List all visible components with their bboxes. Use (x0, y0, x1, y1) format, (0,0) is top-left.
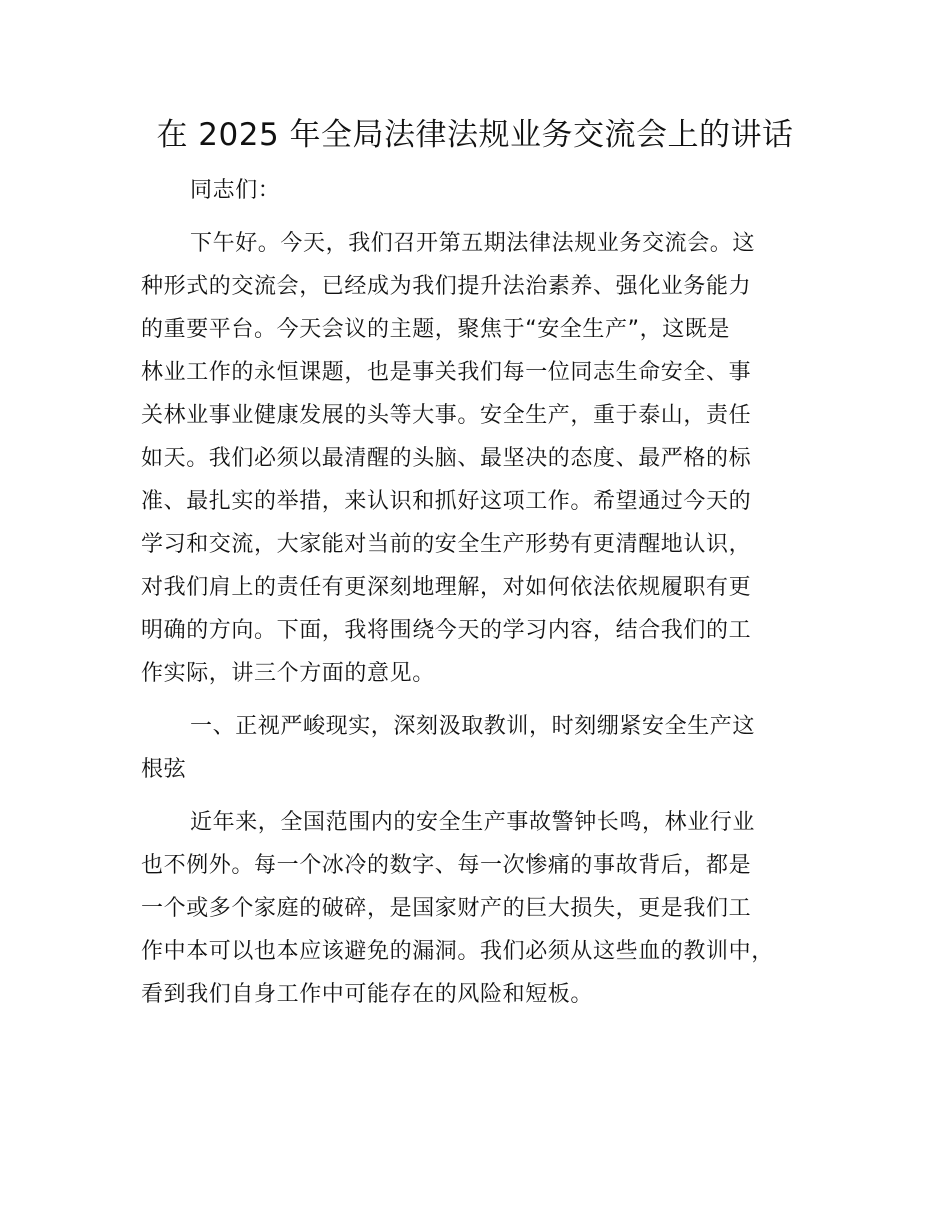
paragraph-line: 准、最扎实的举措，来认识和抓好这项工作。希望通过今天的 (141, 489, 752, 514)
heading-line: 一、正视严峻现实，深刻汲取教训，时刻绷紧安全生产这 (190, 714, 756, 739)
paragraph-line: 如天。我们必须以最清醒的头脑、最坚决的态度、最严格的标 (141, 446, 752, 471)
paragraph-line: 的重要平台。今天会议的主题，聚焦于“安全生产”，这既是 (141, 317, 730, 342)
greeting: 同志们： (190, 178, 281, 203)
paragraph-line: 学习和交流，大家能对当前的安全生产形势有更清醒地认识， (141, 532, 752, 557)
paragraph-line: 作中本可以也本应该避免的漏洞。我们必须从这些血的教训中， (141, 939, 774, 964)
paragraph-line: 下午好。今天，我们召开第五期法律法规业务交流会。这 (190, 231, 756, 256)
paragraph-line: 近年来，全国范围内的安全生产事故警钟长鸣，林业行业 (190, 810, 756, 835)
paragraph-line: 关林业事业健康发展的头等大事。安全生产，重于泰山，责任 (141, 403, 752, 428)
paragraph-line: 也不例外。每一个冰冷的数字、每一次惨痛的事故背后，都是 (141, 853, 752, 878)
paragraph-line: 明确的方向。下面，我将围绕今天的学习内容，结合我们的工 (141, 618, 752, 643)
paragraph-line: 作实际，讲三个方面的意见。 (141, 661, 435, 686)
paragraph-line: 一个或多个家庭的破碎，是国家财产的巨大损失，更是我们工 (141, 896, 752, 921)
paragraph-line: 种形式的交流会，已经成为我们提升法治素养、强化业务能力 (141, 274, 752, 299)
paragraph-line: 看到我们自身工作中可能存在的风险和短板。 (141, 982, 594, 1007)
paragraph-line: 林业工作的永恒课题，也是事关我们每一位同志生命安全、事 (141, 360, 752, 385)
heading-line: 根弦 (141, 757, 187, 782)
paragraph-line: 对我们肩上的责任有更深刻地理解，对如何依法依规履职有更 (141, 575, 752, 600)
document-title: 在 2025 年全局法律法规业务交流会上的讲话 (156, 117, 794, 153)
